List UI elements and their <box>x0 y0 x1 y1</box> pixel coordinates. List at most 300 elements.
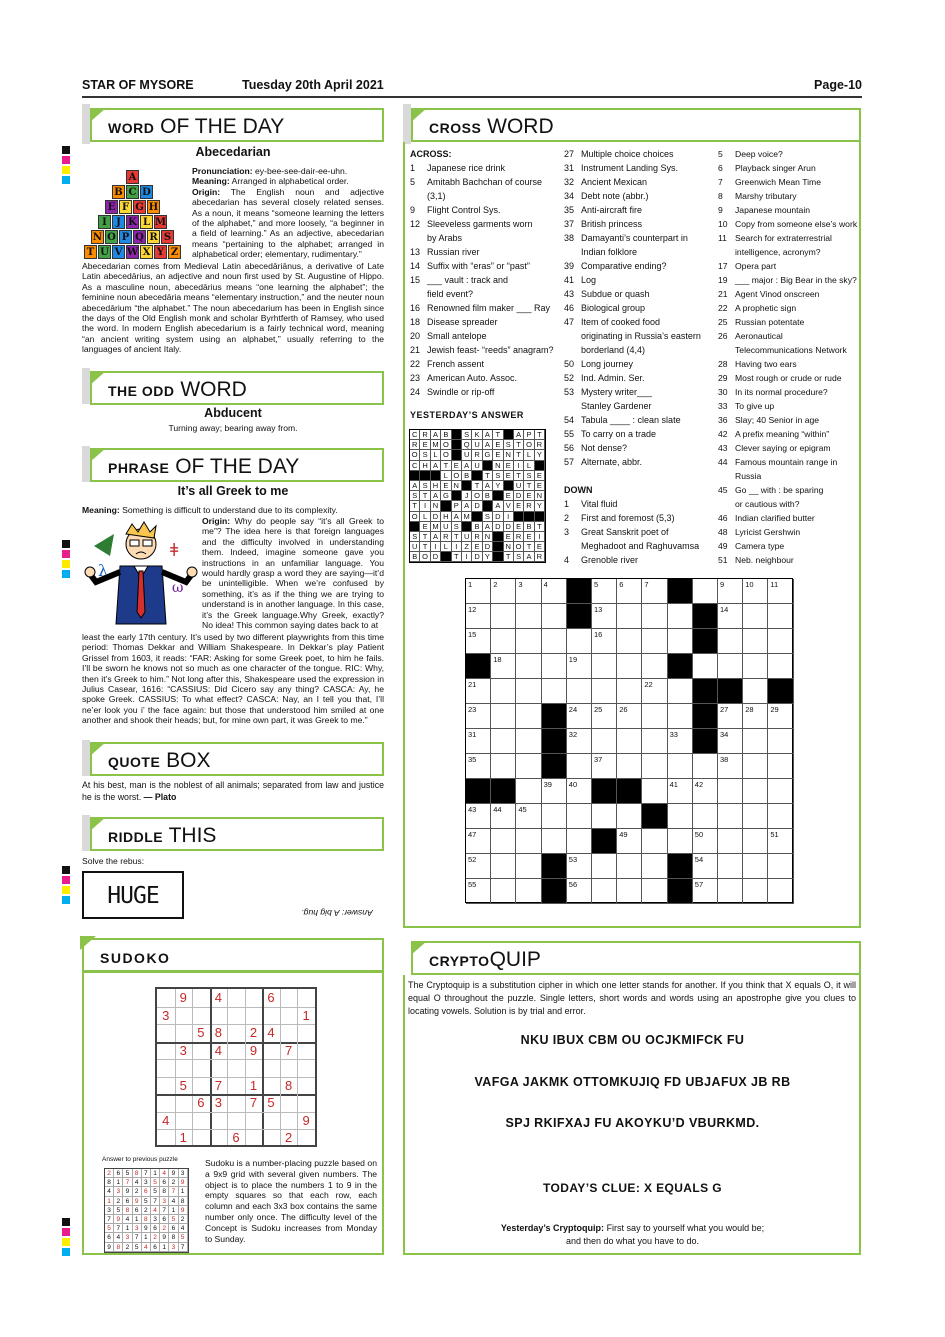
crossword-cell[interactable] <box>491 829 516 854</box>
crossword-cell[interactable] <box>466 579 491 604</box>
sudoku-cell[interactable]: 7 <box>249 1095 258 1111</box>
sudoku-cell[interactable] <box>262 1059 280 1077</box>
sudoku-cell[interactable]: 9 <box>302 1112 310 1128</box>
crossword-cell[interactable] <box>466 804 491 829</box>
sudoku-cell[interactable] <box>192 1129 210 1147</box>
sudoku-cell[interactable] <box>227 989 245 1007</box>
crossword-cell[interactable] <box>718 779 743 804</box>
sudoku-cell[interactable] <box>175 1024 193 1042</box>
crossword-cell[interactable] <box>642 654 667 679</box>
crossword-cell[interactable] <box>768 879 793 904</box>
sudoku-cell[interactable] <box>297 1077 315 1095</box>
crossword-cell[interactable] <box>516 804 541 829</box>
sudoku-cell[interactable] <box>297 989 315 1007</box>
crossword-cell[interactable] <box>466 879 491 904</box>
answer-cell: T <box>524 542 534 552</box>
sudoku-cell[interactable] <box>297 1059 315 1077</box>
crossword-cell[interactable] <box>466 829 491 854</box>
sudoku-cell[interactable] <box>157 1077 175 1095</box>
sudoku-cell[interactable] <box>227 1059 245 1077</box>
sudoku-cell[interactable] <box>227 1077 245 1095</box>
answer-cell: E <box>514 522 524 532</box>
clue: 56 Not dense? <box>564 443 628 453</box>
crossword-cell[interactable] <box>718 754 743 779</box>
sudoku-cell[interactable] <box>157 1024 175 1042</box>
crossword-cell[interactable] <box>693 754 718 779</box>
sudoku-cell[interactable] <box>280 989 298 1007</box>
crossword-cell[interactable] <box>768 854 793 879</box>
crossword-cell[interactable] <box>542 579 567 604</box>
crossword-cell[interactable] <box>718 604 743 629</box>
crossword-cell[interactable] <box>516 879 541 904</box>
crossword-cell[interactable] <box>642 704 667 729</box>
crossword-cell[interactable] <box>617 629 642 654</box>
clue: 1 Japanese rice drink <box>410 163 506 173</box>
answer-cell: C <box>410 430 420 440</box>
crossword-cell[interactable] <box>592 854 617 879</box>
answer-cell: N <box>504 542 514 552</box>
black-square <box>617 779 642 804</box>
sudoku-answer-cell: 6 <box>123 1197 132 1206</box>
answer-cell: D <box>431 552 441 562</box>
crossword-cell[interactable] <box>567 729 592 754</box>
crossword-cell[interactable] <box>592 704 617 729</box>
sudoku-cell[interactable]: 7 <box>284 1042 293 1058</box>
crossword-cell[interactable] <box>642 754 667 779</box>
sudoku-cell[interactable] <box>157 1059 175 1077</box>
crossword-cell[interactable] <box>491 754 516 779</box>
sudoku-cell[interactable] <box>192 989 210 1007</box>
odd-word-definition: Turning away; bearing away from. <box>168 423 298 433</box>
crossword-cell[interactable] <box>466 629 491 654</box>
crossword-cell[interactable] <box>516 829 541 854</box>
crossword-cell[interactable] <box>466 604 491 629</box>
crossword-cell[interactable] <box>668 829 693 854</box>
crossword-cell[interactable] <box>642 779 667 804</box>
crossword-cell[interactable] <box>542 604 567 629</box>
black-square <box>542 879 567 904</box>
sudoku-cell[interactable] <box>280 1112 298 1130</box>
crossword-cell[interactable] <box>642 679 667 704</box>
sudoku-cell[interactable] <box>227 1112 245 1130</box>
sudoku-cell[interactable] <box>227 1094 245 1112</box>
crossword-cell[interactable] <box>491 654 516 679</box>
crossword-cell[interactable] <box>743 704 768 729</box>
sudoku-cell[interactable] <box>245 1007 263 1025</box>
crossword-cell[interactable] <box>718 729 743 754</box>
crossword-cell[interactable] <box>491 704 516 729</box>
clue-number: 15 <box>468 630 477 639</box>
sudoku-cell[interactable]: 3 <box>179 1042 187 1058</box>
clue: 29 Most rough or crude or rude <box>718 373 842 383</box>
sudoku-cell[interactable] <box>210 1112 228 1130</box>
answer-cell: Z <box>462 542 472 552</box>
crossword-cell[interactable] <box>743 854 768 879</box>
crossword-cell[interactable] <box>642 879 667 904</box>
sudoku-cell[interactable] <box>157 1129 175 1147</box>
sudoku-cell[interactable]: 1 <box>179 1130 187 1146</box>
sudoku-cell[interactable] <box>192 1042 210 1060</box>
crossword-cell[interactable] <box>668 804 693 829</box>
crossword-cell[interactable] <box>567 704 592 729</box>
sudoku-cell[interactable]: 6 <box>232 1130 240 1146</box>
clue: 22 French assent <box>410 359 485 369</box>
sudoku-cell[interactable] <box>227 1007 245 1025</box>
crossword-cell[interactable] <box>567 654 592 679</box>
clue: 39 Comparative ending? <box>564 261 667 271</box>
crossword-cell[interactable] <box>718 629 743 654</box>
crossword-cell[interactable] <box>617 829 642 854</box>
answer-cell <box>452 430 462 440</box>
crossword-cell[interactable] <box>592 579 617 604</box>
letter-block: O <box>105 230 118 244</box>
crossword-cell[interactable] <box>718 854 743 879</box>
crossword-cell[interactable] <box>491 854 516 879</box>
sudoku-cell[interactable] <box>297 1042 315 1060</box>
clue: by Arabs <box>427 233 463 243</box>
cryptoquip-yesterday: Yesterday’s Cryptoquip: First say to yourself what you would be; and then do what you have to do. <box>500 1223 765 1246</box>
answer-cell: Q <box>462 440 472 450</box>
answer-cell: R <box>441 532 451 542</box>
crossword-cell[interactable] <box>668 729 693 754</box>
crossword-cell[interactable] <box>642 829 667 854</box>
crossword-cell[interactable] <box>567 854 592 879</box>
letter-block: K <box>126 215 139 229</box>
crossword-cell[interactable] <box>491 579 516 604</box>
crossword-cell[interactable] <box>491 804 516 829</box>
answer-cell: G <box>441 491 451 501</box>
sudoku-cell[interactable] <box>157 989 175 1007</box>
crossword-cell[interactable] <box>668 704 693 729</box>
sudoku-answer-cell: 4 <box>151 1206 160 1215</box>
answer-cell: A <box>524 552 534 562</box>
clue: 34 Debt note (abbr.) <box>564 191 649 201</box>
crossword-cell[interactable] <box>718 804 743 829</box>
crossword-cell[interactable] <box>768 829 793 854</box>
phrase-title: PHRASE OF THE DAY <box>90 448 384 482</box>
sudoku-cell[interactable] <box>175 1112 193 1130</box>
crossword-cell[interactable] <box>516 654 541 679</box>
letter-block: E <box>105 200 118 214</box>
sudoku-cell[interactable] <box>227 1024 245 1042</box>
crossword-cell[interactable] <box>592 629 617 654</box>
crossword-cell[interactable] <box>693 854 718 879</box>
crossword-cell[interactable] <box>668 604 693 629</box>
crossword-cell[interactable] <box>542 629 567 654</box>
crossword-cell[interactable] <box>642 629 667 654</box>
quote-text: At his best, man is the noblest of all animals; separated from law and justice he is the worst. — Plato <box>82 780 384 802</box>
crossword-cell[interactable] <box>743 679 768 704</box>
letter-block: V <box>112 245 125 259</box>
crossword-cell[interactable] <box>743 579 768 604</box>
sudoku-cell[interactable] <box>245 989 263 1007</box>
crossword-cell[interactable] <box>693 829 718 854</box>
crossword-cell[interactable] <box>642 854 667 879</box>
sudoku-cell[interactable] <box>192 1112 210 1130</box>
crossword-cell[interactable] <box>718 829 743 854</box>
crossword-cell[interactable] <box>466 729 491 754</box>
sudoku-cell[interactable]: 2 <box>284 1130 293 1146</box>
sudoku-cell[interactable]: 9 <box>179 990 187 1005</box>
crossword-cell[interactable] <box>542 779 567 804</box>
sudoku-cell[interactable] <box>210 1007 228 1025</box>
clue: 19 ___ major : Big Bear in the sky? <box>718 275 857 285</box>
crossword-cell[interactable] <box>516 854 541 879</box>
sudoku-answer-cell: 1 <box>179 1187 188 1196</box>
crossword-cell[interactable] <box>466 704 491 729</box>
crossword-cell[interactable] <box>567 629 592 654</box>
sudoku-cell[interactable] <box>262 1129 280 1147</box>
riddle-prompt: Solve the rebus: <box>82 856 145 866</box>
crossword-cell[interactable] <box>743 829 768 854</box>
crossword-cell[interactable] <box>617 604 642 629</box>
word-of-day-origin-cont: Abecedarian comes from Medieval Latin abecedāriānus, a derivative of Late Latin abecedārius, an adjective and noun first used by St. Augustine of Hippo. As a masculine noun, abecedārius means “one learning the alphabet”; the feminine noun abecedāria means “elementary instruction,” and the neuter noun abecedārium “the alphabet.” The noun abecedarium has been in English since the days of the Old English monk and scholar Byrhtferth of Ramsey, who used the word. In modern English abecedarium is a fairly technical word, meaning “an ancient writing system using an alphabet,” usually referring to the languages of ancient Italy. <box>82 261 384 355</box>
crossword-cell[interactable] <box>617 729 642 754</box>
crossword-cell[interactable] <box>642 729 667 754</box>
crossword-cell[interactable] <box>491 879 516 904</box>
sudoku-cell[interactable]: 4 <box>162 1112 170 1128</box>
down-clues-col3 <box>718 147 860 567</box>
crossword-cell[interactable] <box>642 604 667 629</box>
answer-cell: T <box>410 501 420 511</box>
crossword-cell[interactable] <box>617 704 642 729</box>
crossword-cell[interactable] <box>516 729 541 754</box>
clue: 18 Disease spreader <box>410 317 498 327</box>
crossword-cell[interactable] <box>768 704 793 729</box>
odd-word-word: Abducent <box>204 406 262 420</box>
crossword-cell[interactable] <box>567 829 592 854</box>
sudoku-answer-cell: 8 <box>179 1197 188 1206</box>
crossword-cell[interactable] <box>768 779 793 804</box>
crossword-cell[interactable] <box>592 754 617 779</box>
crossword-cell[interactable] <box>617 679 642 704</box>
crossword-cell[interactable] <box>567 879 592 904</box>
crossword-cell[interactable] <box>768 579 793 604</box>
answer-cell: T <box>420 532 430 542</box>
sudoku-cell[interactable]: 3 <box>162 1007 170 1023</box>
answer-cell: T <box>452 552 462 562</box>
sudoku-answer-cell: 5 <box>179 1233 188 1242</box>
crossword-cell[interactable] <box>743 779 768 804</box>
sudoku-cell[interactable]: 9 <box>249 1042 258 1058</box>
crossword-cell[interactable] <box>516 629 541 654</box>
sudoku-cell[interactable]: 1 <box>249 1077 258 1093</box>
answer-cell: B <box>483 491 493 501</box>
crossword-cell[interactable] <box>693 779 718 804</box>
crossword-cell[interactable] <box>743 654 768 679</box>
clue-number: 32 <box>568 730 578 739</box>
sudoku-cell[interactable] <box>227 1042 245 1060</box>
crossword-cell[interactable] <box>743 604 768 629</box>
sudoku-cell[interactable]: 2 <box>249 1025 258 1041</box>
sudoku-cell[interactable]: 7 <box>214 1077 222 1093</box>
sudoku-cell[interactable]: 4 <box>214 990 222 1005</box>
riddle-title: RIDDLE THIS <box>90 817 384 851</box>
sudoku-answer-cell: 9 <box>105 1243 114 1252</box>
sudoku-cell[interactable] <box>245 1059 263 1077</box>
crossword-cell[interactable] <box>567 779 592 804</box>
crossword-cell[interactable] <box>718 654 743 679</box>
sudoku-cell[interactable] <box>280 1059 298 1077</box>
sudoku-cell[interactable] <box>262 1077 280 1095</box>
crossword-cell[interactable] <box>617 804 642 829</box>
crossword-cell[interactable] <box>668 779 693 804</box>
sudoku-cell[interactable]: 4 <box>267 1025 275 1041</box>
sudoku-cell[interactable] <box>175 1007 193 1025</box>
sudoku-cell[interactable] <box>157 1042 175 1060</box>
crossword-cell[interactable] <box>542 679 567 704</box>
sudoku-cell[interactable] <box>210 1059 228 1077</box>
crossword-cell[interactable] <box>617 754 642 779</box>
answer-cell: H <box>441 512 451 522</box>
sudoku-cell[interactable] <box>297 1094 315 1112</box>
sudoku-cell[interactable] <box>245 1112 263 1130</box>
letter-block: G <box>133 200 146 214</box>
sudoku-cell[interactable] <box>262 1007 280 1025</box>
answer-cell: J <box>462 491 472 501</box>
crossword-cell[interactable] <box>491 729 516 754</box>
crossword-cell[interactable] <box>768 754 793 779</box>
crossword-cell[interactable] <box>466 854 491 879</box>
crossword-cell[interactable] <box>592 729 617 754</box>
black-square <box>542 854 567 879</box>
crossword-cell[interactable] <box>592 679 617 704</box>
sudoku-cell[interactable] <box>245 1129 263 1147</box>
crossword-cell[interactable] <box>592 654 617 679</box>
crossword-cell[interactable] <box>592 879 617 904</box>
crossword-cell[interactable] <box>542 829 567 854</box>
crossword-cell[interactable] <box>617 854 642 879</box>
crossword-cell[interactable] <box>743 804 768 829</box>
sudoku-cell[interactable] <box>192 1077 210 1095</box>
answer-cell: T <box>472 481 482 491</box>
crossword-cell[interactable] <box>718 704 743 729</box>
crossword-cell[interactable] <box>693 804 718 829</box>
sudoku-cell[interactable]: 6 <box>197 1095 205 1111</box>
sudoku-cell[interactable]: 8 <box>284 1077 293 1093</box>
crossword-cell[interactable] <box>768 729 793 754</box>
crossword-cell[interactable] <box>768 804 793 829</box>
crossword-cell[interactable] <box>516 604 541 629</box>
crossword-cell[interactable] <box>718 579 743 604</box>
crossword-cell[interactable] <box>693 579 718 604</box>
sudoku-cell[interactable] <box>175 1059 193 1077</box>
crossword-cell[interactable] <box>668 629 693 654</box>
crossword-cell[interactable] <box>466 754 491 779</box>
sudoku-cell[interactable] <box>210 1129 228 1147</box>
crossword-cell[interactable] <box>768 604 793 629</box>
sudoku-cell[interactable] <box>192 1059 210 1077</box>
crossword-cell[interactable] <box>491 604 516 629</box>
clue: 41 Log <box>564 275 597 285</box>
answer-cell: S <box>410 532 420 542</box>
crossword-cell[interactable] <box>668 679 693 704</box>
sudoku-cell[interactable]: 4 <box>214 1042 222 1058</box>
sudoku-cell[interactable]: 3 <box>214 1095 222 1111</box>
crossword-cell[interactable] <box>617 654 642 679</box>
phrase-text: It’s all Greek to me <box>177 484 289 498</box>
crossword-cell[interactable] <box>516 679 541 704</box>
crossword-cell[interactable] <box>693 879 718 904</box>
sudoku-cell[interactable] <box>297 1024 315 1042</box>
sudoku-cell[interactable] <box>280 1007 298 1025</box>
sudoku-cell[interactable] <box>262 1042 280 1060</box>
sudoku-answer-cell: 3 <box>123 1233 132 1242</box>
crossword-cell[interactable] <box>743 879 768 904</box>
letter-block: X <box>140 245 153 259</box>
clue: 9 Japanese mountain <box>718 205 811 215</box>
crossword-cell[interactable] <box>567 754 592 779</box>
crossword-cell[interactable] <box>642 579 667 604</box>
sudoku-cell[interactable]: 5 <box>179 1077 187 1093</box>
sudoku-cell[interactable] <box>280 1024 298 1042</box>
crossword-cell[interactable] <box>542 804 567 829</box>
sudoku-cell[interactable] <box>262 1112 280 1130</box>
crossword-cell[interactable] <box>617 579 642 604</box>
crossword-cell[interactable] <box>743 629 768 654</box>
clue-number: 22 <box>644 680 653 689</box>
crossword-cell[interactable] <box>693 654 718 679</box>
sudoku-cell[interactable]: 8 <box>214 1025 222 1041</box>
sudoku-answer-cell: 1 <box>123 1224 132 1233</box>
sudoku-cell[interactable] <box>157 1094 175 1112</box>
crossword-cell[interactable] <box>542 654 567 679</box>
crossword-cell[interactable] <box>516 779 541 804</box>
crossword-cell[interactable] <box>491 629 516 654</box>
clue-number: 42 <box>694 780 704 789</box>
crossword-cell[interactable] <box>668 754 693 779</box>
sudoku-cell[interactable] <box>297 1129 315 1147</box>
sudoku-cell[interactable]: 5 <box>197 1025 205 1041</box>
crossword-cell[interactable] <box>516 704 541 729</box>
clue: 6 Playback singer Arun <box>718 163 816 173</box>
clue-number: 38 <box>720 755 729 764</box>
crossword-cell[interactable] <box>466 679 491 704</box>
sudoku-cell[interactable] <box>175 1094 193 1112</box>
crossword-cell[interactable] <box>617 879 642 904</box>
crossword-cell[interactable] <box>491 679 516 704</box>
svg-text:ω: ω <box>172 580 184 596</box>
answer-cell: A <box>452 512 462 522</box>
crossword-grid[interactable] <box>465 578 793 903</box>
crossword-cell[interactable] <box>718 879 743 904</box>
sudoku-cell[interactable] <box>280 1094 298 1112</box>
answer-cell <box>493 491 503 501</box>
crossword-cell[interactable] <box>768 629 793 654</box>
clue-number: 34 <box>720 730 729 739</box>
sudoku-answer-cell: 3 <box>133 1224 142 1233</box>
sudoku-cell[interactable]: 1 <box>302 1007 310 1023</box>
sudoku-cell[interactable]: 5 <box>267 1095 275 1111</box>
clue: or cautious with? <box>735 499 800 509</box>
crossword-cell[interactable] <box>592 804 617 829</box>
crossword-cell[interactable] <box>768 654 793 679</box>
clue: Indian folklore <box>581 247 638 257</box>
crossword-cell[interactable] <box>743 729 768 754</box>
sudoku-cell[interactable] <box>192 1007 210 1025</box>
sudoku-cell[interactable]: 6 <box>267 990 275 1005</box>
crossword-cell[interactable] <box>743 754 768 779</box>
crossword-cell[interactable] <box>592 604 617 629</box>
crossword-cell[interactable] <box>567 679 592 704</box>
crossword-cell[interactable] <box>567 804 592 829</box>
letter-block: B <box>112 185 125 199</box>
answer-cell: R <box>420 430 430 440</box>
sudoku-answer-cell: 4 <box>105 1187 114 1196</box>
crossword-cell[interactable] <box>516 754 541 779</box>
answer-cell: S <box>420 481 430 491</box>
crossword-cell[interactable] <box>516 579 541 604</box>
